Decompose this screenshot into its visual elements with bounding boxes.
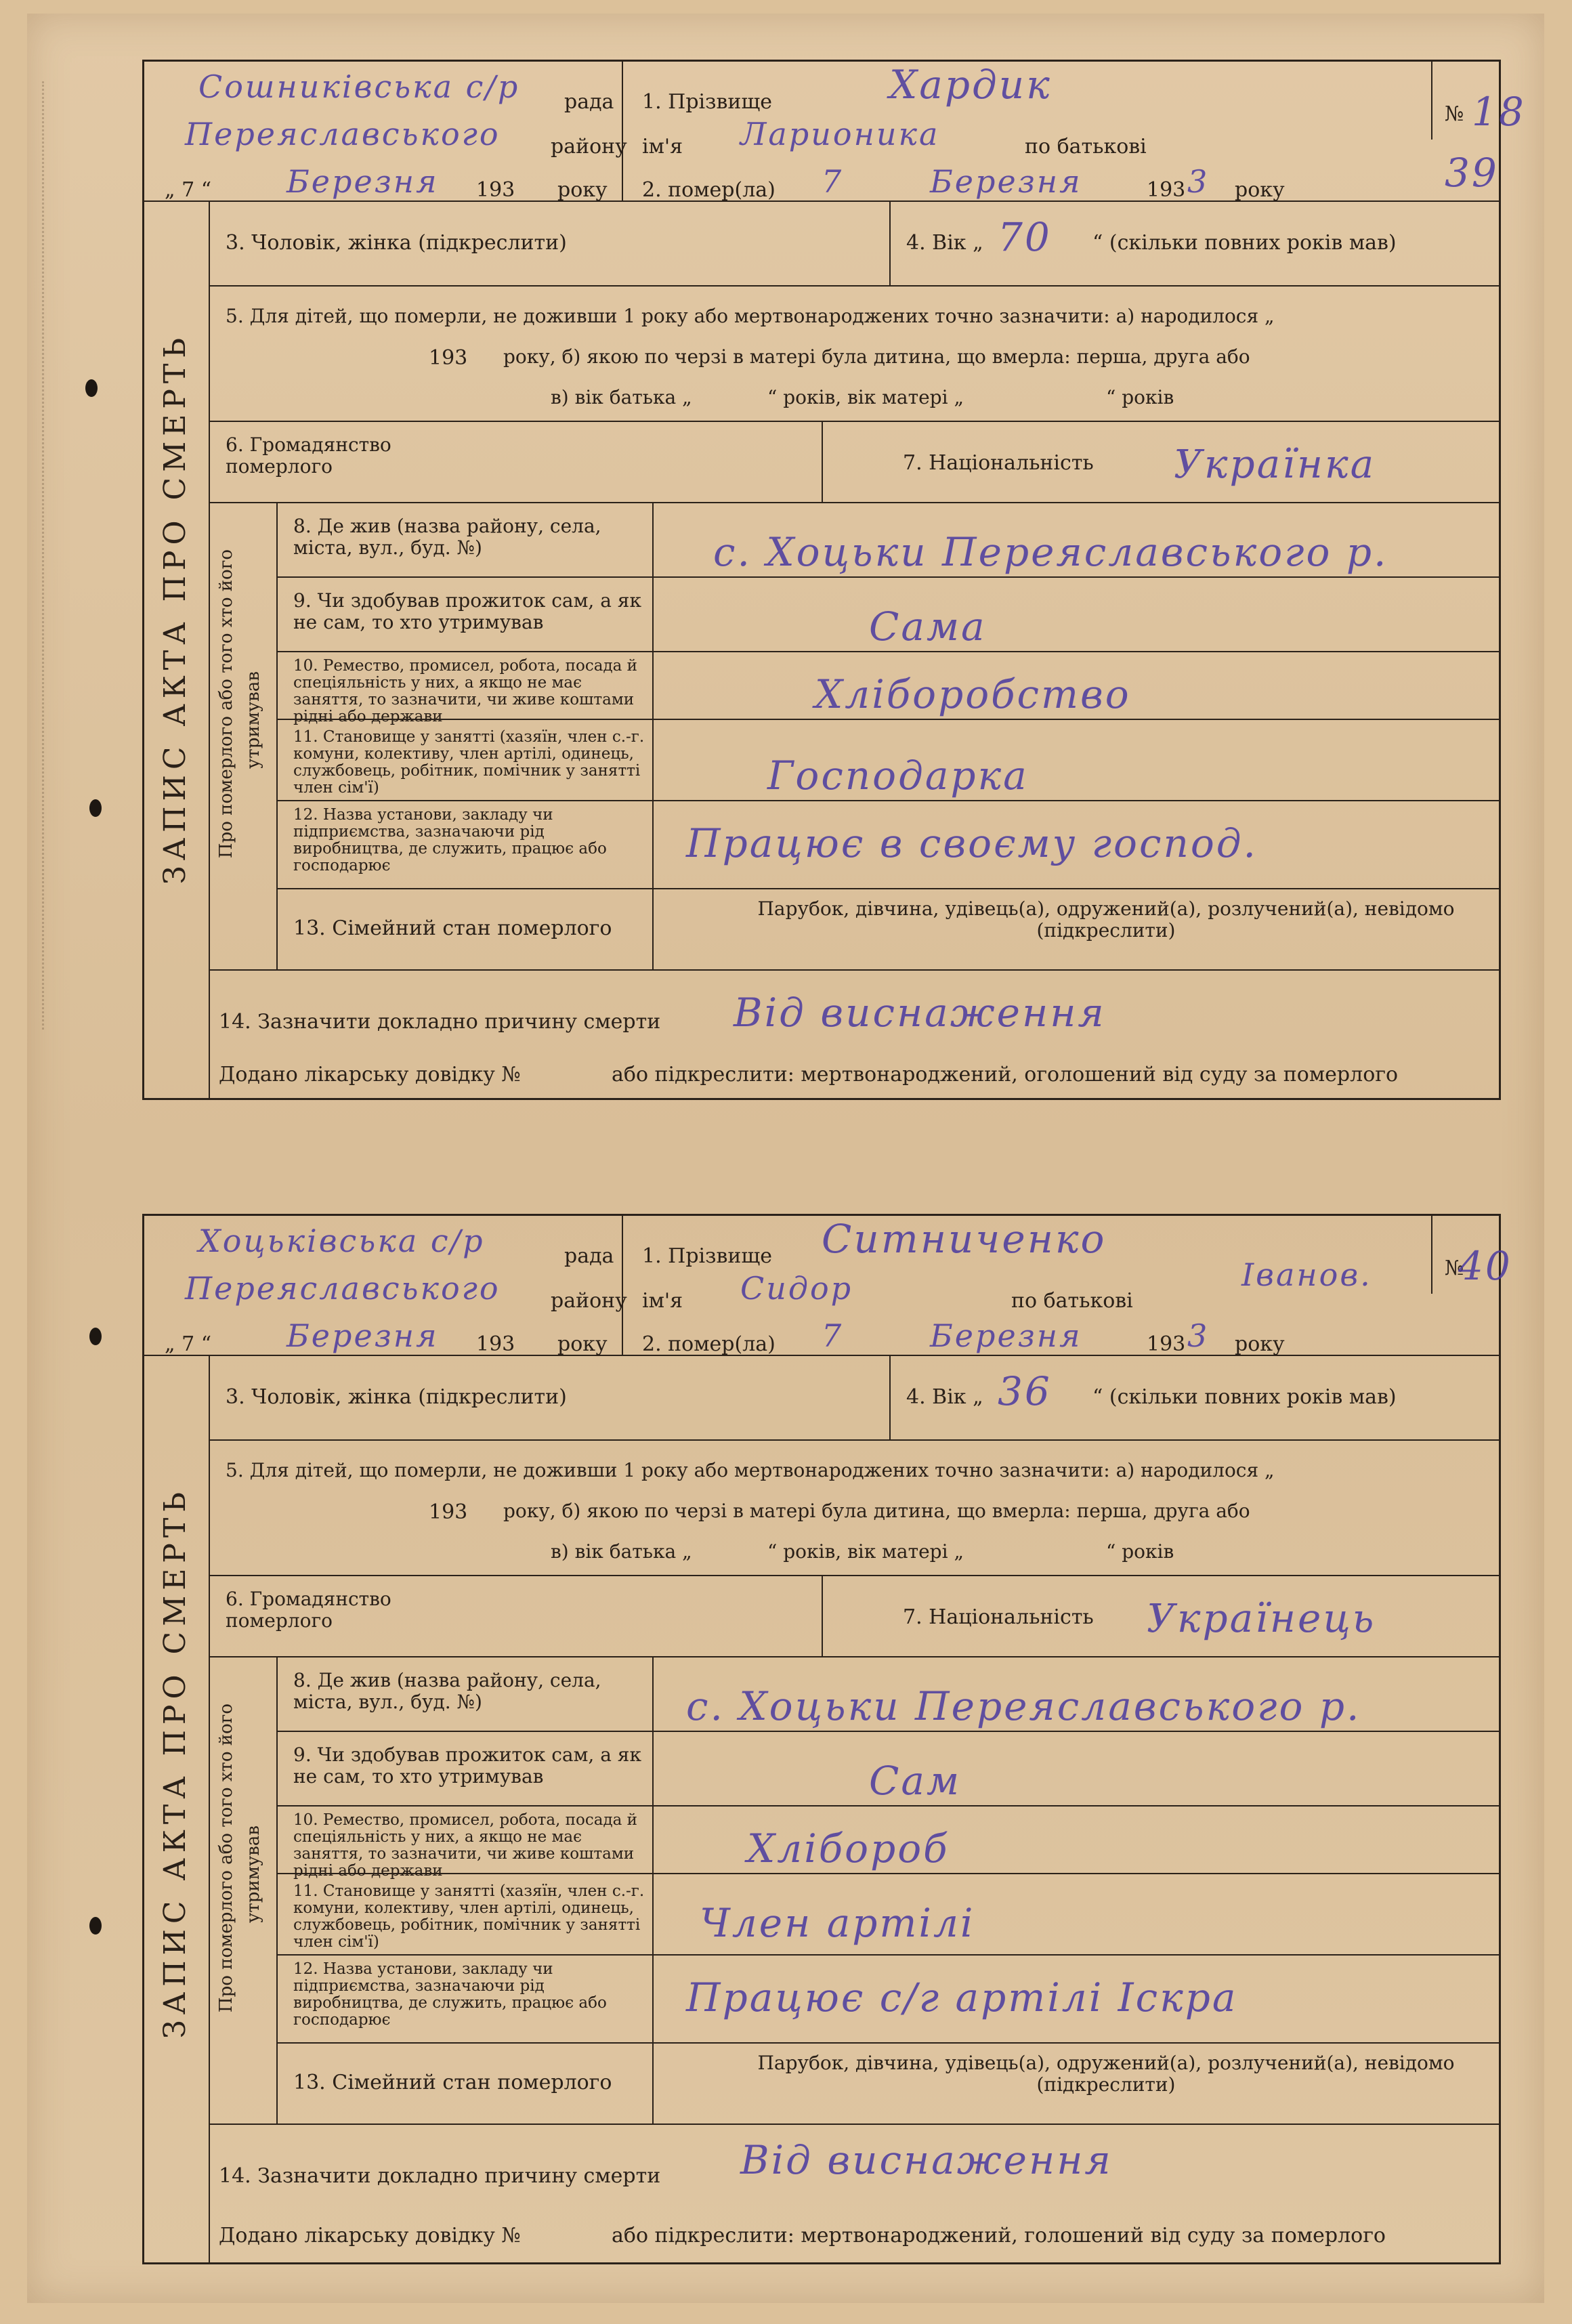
field-13-options: Парубок, дівчина, удівець(а), одружений(а), розлучений(а), невідомо (підкреслити) (757, 2052, 1455, 2096)
hw-occupation: Хліборобство (815, 671, 1131, 717)
side-sub-2: утримував (243, 1825, 263, 1923)
binder-hole (89, 1917, 102, 1935)
field-14: 14. Зазначити докладно причину смерти (219, 2164, 661, 2188)
year-label: 193 (476, 178, 515, 202)
field-3: 3. Чоловік, жінка (підкреслити) (226, 231, 567, 255)
side-sub-2: утримував (243, 671, 263, 769)
surname-label: 1. Прізвище (642, 1244, 773, 1268)
field-5-line3a: в) вік батька „ (551, 386, 692, 408)
field-5-line3a: в) вік батька „ (551, 1540, 692, 1563)
footer-options: або підкреслити: мертвонароджений, голошений від суду за померлого (612, 2224, 1386, 2247)
field-10: 10. Ремество, промисел, робота, посада й спеціяльність у них, а якщо не має заняття, то зазначити, чи живе коштами рідні або держави (293, 657, 637, 725)
hw-number: 40 (1458, 1243, 1512, 1289)
hw-residence: с. Хоцьки Переяславського р. (686, 1683, 1361, 1729)
field-6: 6. Громадянство померлого (226, 434, 391, 478)
perforation-edge (42, 81, 58, 1030)
rada-label: рада (564, 90, 614, 114)
field-5-line2: року, б) якою по черзі в матері була дитина, що вмерла: перша, друга або (503, 345, 1250, 368)
field-3: 3. Чоловік, жінка (підкреслити) (226, 1385, 567, 1409)
death-record-form-1 (142, 60, 1526, 1100)
side-sub-1: Про померлого або того хто його (216, 1704, 236, 2013)
hw-died-month: Березня (930, 163, 1082, 200)
hw-rada: Хоцьківська с/р (198, 1223, 485, 1259)
field-12: 12. Назва установи, закладу чи підприємства, зазначаючи рід виробництва, де служить, працює або господарює (293, 1960, 607, 2029)
hw-cause: Від виснаження (740, 2137, 1113, 2183)
field-5-line1: 5. Для дітей, що померли, не доживши 1 року або мертвонароджених точно зазначити: а) народилося „ (226, 305, 1275, 327)
died-label: 2. помер(ла) (642, 178, 776, 202)
hw-age: 36 (998, 1368, 1052, 1414)
field-9: 9. Чи здобував прожиток сам, а як не сам, то хто утримував (293, 589, 641, 633)
died-label: 2. помер(ла) (642, 1332, 776, 1356)
hw-surname: Хардик (889, 62, 1052, 108)
hw-workplace: Працює в своєму господ. (686, 820, 1258, 866)
date-prefix: „ 7 “ (165, 178, 212, 202)
name-label: ім'я (642, 1289, 683, 1313)
side-sub-1: Про померлого або того хто його (216, 549, 236, 859)
hw-rayon: Переяславського (185, 116, 501, 152)
hw-date: Березня (286, 163, 439, 200)
hw-residence: с. Хоцьки Переяславського р. (713, 529, 1388, 575)
hw-position: Господарка (767, 753, 1029, 799)
hw-died-day: 7 (822, 1317, 844, 1354)
hw-rayon: Переяславського (185, 1270, 501, 1307)
hw-date: Березня (286, 1317, 439, 1354)
year-label: 193 (476, 1332, 515, 1356)
hw-nationality: Українець (1147, 1595, 1376, 1641)
field-4-suffix: “ (скільки повних років мав) (1092, 231, 1397, 255)
field-11: 11. Становище у занятті (хазяїн, член с.-г. комуни, колективу, член артілі, одинець, службовець, робітник, помічник у занятті член сім'ї) (293, 728, 645, 797)
footer-cert: Додано лікарську довідку № (219, 2224, 521, 2247)
year-suffix: року (557, 178, 608, 202)
died-year-suffix: року (1235, 1332, 1285, 1356)
field-14: 14. Зазначити докладно причину смерти (219, 1010, 661, 1034)
field-8: 8. Де жив (назва району, села, міста, вул., буд. №) (293, 1669, 601, 1713)
field-6: 6. Громадянство померлого (226, 1588, 391, 1632)
field-5-year: 193 (429, 346, 468, 370)
field-5-line3b: “ років, вік матері „ (767, 386, 964, 408)
field-7: 7. Національність (903, 1605, 1094, 1629)
hw-occupation: Хлібороб (747, 1825, 950, 1872)
field-5-line1: 5. Для дітей, що померли, не доживши 1 року або мертвонароджених точно зазначити: а) народилося „ (226, 1459, 1275, 1481)
number-label: № (1445, 102, 1464, 126)
field-8: 8. Де жив (назва району, села, міста, вул., буд. №) (293, 515, 601, 559)
field-5-year: 193 (429, 1500, 468, 1524)
hw-number2: 39 (1445, 150, 1499, 196)
binder-hole (89, 1328, 102, 1345)
binder-hole (85, 379, 98, 397)
rayon-label: району (551, 135, 627, 159)
field-4-suffix: “ (скільки повних років мав) (1092, 1385, 1397, 1409)
hw-rada: Сошниківська с/р (198, 68, 520, 105)
died-year-label: 193 (1147, 1332, 1186, 1356)
hw-workplace: Працює с/г артілі Іскра (686, 1974, 1238, 2021)
hw-died-day: 7 (822, 163, 844, 200)
surname-label: 1. Прізвище (642, 90, 773, 114)
number-label: № (1445, 1256, 1464, 1280)
field-9: 9. Чи здобував прожиток сам, а як не сам, то хто утримував (293, 1744, 641, 1788)
field-7: 7. Національність (903, 451, 1094, 475)
rada-label: рада (564, 1244, 614, 1268)
field-5-line3c: “ років (1106, 1540, 1174, 1563)
patronymic-label: по батькові (1011, 1289, 1133, 1313)
footer-cert: Додано лікарську довідку № (219, 1063, 521, 1086)
field-4-label: 4. Вік „ (906, 231, 983, 255)
field-5-line3c: “ років (1106, 386, 1174, 408)
death-record-form-2 (142, 1214, 1512, 2264)
died-year-label: 193 (1147, 178, 1186, 202)
field-5-line3b: “ років, вік матері „ (767, 1540, 964, 1563)
name-label: ім'я (642, 135, 683, 159)
hw-age: 70 (998, 214, 1052, 260)
side-title: ЗАПИС АКТА ПРО СМЕРТЬ (158, 333, 192, 885)
field-13: 13. Сімейний стан померлого (293, 916, 612, 940)
year-suffix: року (557, 1332, 608, 1356)
hw-support: Сама (869, 604, 987, 650)
footer-options: або підкреслити: мертвонароджений, оголошений від суду за померлого (612, 1063, 1399, 1086)
field-13-options: Парубок, дівчина, удівець(а), одружений(а), розлучений(а), невідомо (підкреслити) (757, 897, 1455, 942)
hw-nationality: Українка (1174, 441, 1376, 487)
hw-position: Член артілі (700, 1900, 975, 1946)
side-title: ЗАПИС АКТА ПРО СМЕРТЬ (158, 1487, 192, 2039)
hw-patronymic: Іванов. (1241, 1256, 1372, 1293)
hw-died-month: Березня (930, 1317, 1082, 1354)
hw-surname: Ситниченко (822, 1216, 1107, 1262)
rayon-label: району (551, 1289, 627, 1313)
field-12: 12. Назва установи, закладу чи підприємства, зазначаючи рід виробництва, де служить, працює або господарює (293, 806, 607, 874)
binder-hole (89, 799, 102, 817)
died-year-suffix: року (1235, 178, 1285, 202)
patronymic-label: по батькові (1025, 135, 1147, 159)
hw-died-year-digit: 3 (1187, 163, 1210, 200)
field-5-line2: року, б) якою по черзі в матері була дитина, що вмерла: перша, друга або (503, 1500, 1250, 1522)
field-10: 10. Ремество, промисел, робота, посада й спеціяльність у них, а якщо не має заняття, то зазначити, чи живе коштами рідні або держави (293, 1811, 637, 1880)
field-11: 11. Становище у занятті (хазяїн, член с.-г. комуни, колективу, член артілі, одинець, службовець, робітник, помічник у занятті член сім'ї) (293, 1882, 645, 1951)
hw-name: Ларионика (740, 116, 940, 152)
hw-cause: Від виснаження (734, 990, 1106, 1036)
hw-name: Сидор (740, 1270, 853, 1307)
hw-support: Сам (869, 1758, 962, 1804)
hw-died-year-digit: 3 (1187, 1317, 1210, 1354)
field-4-label: 4. Вік „ (906, 1385, 983, 1409)
date-prefix: „ 7 “ (165, 1332, 212, 1356)
field-13: 13. Сімейний стан померлого (293, 2071, 612, 2094)
hw-number: 18 (1472, 89, 1526, 135)
